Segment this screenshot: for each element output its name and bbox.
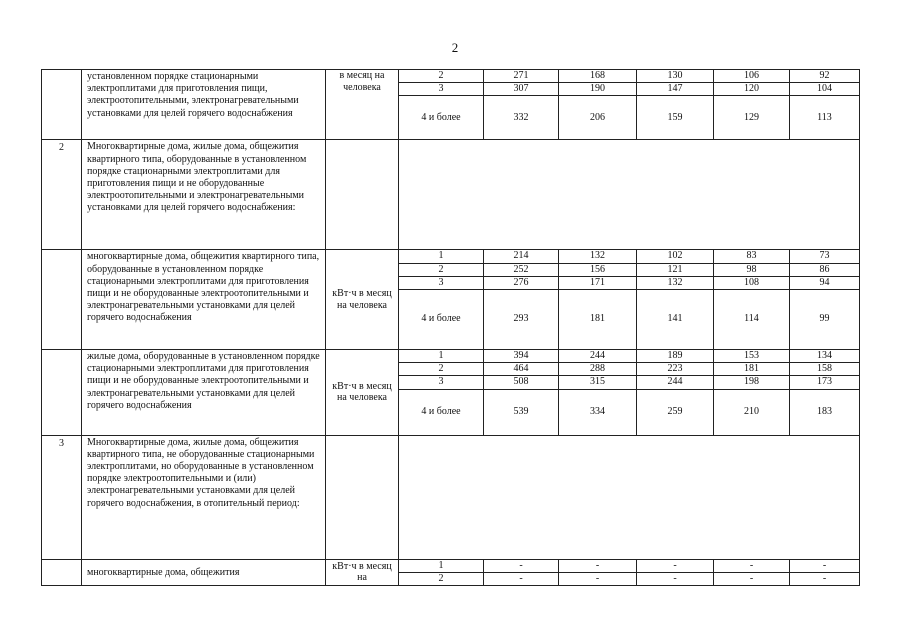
value-cell: 114 <box>714 290 790 350</box>
value-cell: 104 <box>790 83 860 96</box>
value-cell: 102 <box>637 250 714 263</box>
value-cell: 132 <box>637 276 714 289</box>
value-cell: 394 <box>484 350 559 363</box>
persons-cell: 1 <box>399 350 484 363</box>
persons-cell: 1 <box>399 250 484 263</box>
value-cell: 98 <box>714 263 790 276</box>
value-cell: 120 <box>714 83 790 96</box>
page-number: 2 <box>451 40 459 55</box>
value-cell: 92 <box>790 70 860 83</box>
value-cell: 189 <box>637 350 714 363</box>
value-cell: 129 <box>714 96 790 140</box>
value-cell: 132 <box>559 250 637 263</box>
row-number-cell: 3 <box>42 435 82 559</box>
value-cell: 94 <box>790 276 860 289</box>
value-cell: 271 <box>484 70 559 83</box>
unit-cell: кВт·ч в месяц на человека <box>326 250 399 350</box>
table-row <box>42 350 860 363</box>
value-cell: 113 <box>790 96 860 140</box>
value-cell: - <box>484 559 559 572</box>
value-cell: 307 <box>484 83 559 96</box>
table-row <box>42 250 860 263</box>
consumption-norms-table <box>41 69 860 586</box>
value-cell: 198 <box>714 376 790 389</box>
value-cell: 106 <box>714 70 790 83</box>
value-cell: 134 <box>790 350 860 363</box>
value-cell: 158 <box>790 363 860 376</box>
empty-values-cell <box>399 435 860 559</box>
value-cell: 214 <box>484 250 559 263</box>
value-cell: 181 <box>559 290 637 350</box>
persons-cell: 4 и более <box>399 96 484 140</box>
value-cell: - <box>637 559 714 572</box>
value-cell: 108 <box>714 276 790 289</box>
row-number-cell <box>42 350 82 436</box>
value-cell: 293 <box>484 290 559 350</box>
persons-cell: 4 и более <box>399 389 484 435</box>
persons-cell: 3 <box>399 83 484 96</box>
value-cell: 173 <box>790 376 860 389</box>
value-cell: 121 <box>637 263 714 276</box>
value-cell: 206 <box>559 96 637 140</box>
value-cell: - <box>790 572 860 585</box>
value-cell: 181 <box>714 363 790 376</box>
row-description: многоквартирные дома, общежития <box>82 559 326 585</box>
table-row <box>42 559 860 572</box>
value-cell: 276 <box>484 276 559 289</box>
persons-cell: 3 <box>399 276 484 289</box>
unit-cell: в месяц на человека <box>326 70 399 140</box>
row-number-cell <box>42 559 82 585</box>
value-cell: 83 <box>714 250 790 263</box>
row-number-cell: 2 <box>42 140 82 250</box>
persons-cell: 3 <box>399 376 484 389</box>
value-cell: 171 <box>559 276 637 289</box>
value-cell: - <box>790 559 860 572</box>
value-cell: 86 <box>790 263 860 276</box>
value-cell: 99 <box>790 290 860 350</box>
value-cell: 539 <box>484 389 559 435</box>
value-cell: 141 <box>637 290 714 350</box>
value-cell: - <box>714 559 790 572</box>
value-cell: 288 <box>559 363 637 376</box>
value-cell: 168 <box>559 70 637 83</box>
empty-values-cell <box>399 140 860 250</box>
unit-cell <box>326 435 399 559</box>
table-row <box>42 70 860 83</box>
row-description: многоквартирные дома, общежития квартирного типа, оборудованные в установленном порядке стационарными электроплитами для приготовления пищи и не оборудованные электроотопительными и электронагревательными установками для целей горячего водоснабжения <box>82 250 326 350</box>
value-cell: 159 <box>637 96 714 140</box>
value-cell: 153 <box>714 350 790 363</box>
value-cell: 464 <box>484 363 559 376</box>
unit-cell <box>326 140 399 250</box>
unit-cell: кВт·ч в месяц на человека <box>326 350 399 436</box>
value-cell: 332 <box>484 96 559 140</box>
value-cell: - <box>637 572 714 585</box>
value-cell: - <box>484 572 559 585</box>
persons-cell: 2 <box>399 263 484 276</box>
value-cell: 315 <box>559 376 637 389</box>
value-cell: 183 <box>790 389 860 435</box>
value-cell: 508 <box>484 376 559 389</box>
value-cell: 210 <box>714 389 790 435</box>
section-row <box>42 435 860 559</box>
row-description: установленном порядке стационарными электроплитами для приготовления пищи, электроотопительными, электронагревательными установками для целей горячего водоснабжения <box>82 70 326 140</box>
value-cell: 252 <box>484 263 559 276</box>
value-cell: 147 <box>637 83 714 96</box>
value-cell: 73 <box>790 250 860 263</box>
value-cell: 190 <box>559 83 637 96</box>
unit-cell: кВт·ч в месяц на <box>326 559 399 585</box>
value-cell: - <box>714 572 790 585</box>
value-cell: 223 <box>637 363 714 376</box>
value-cell: - <box>559 559 637 572</box>
row-number-cell <box>42 250 82 350</box>
section-description: Многоквартирные дома, жилые дома, общежития квартирного типа, оборудованные в установленном порядке стационарными электроплитами для приготовления пищи и не оборудованные электроотопительными и электронагревательными установками для целей горячего водоснабжения: <box>82 140 326 250</box>
persons-cell: 4 и более <box>399 290 484 350</box>
persons-cell: 1 <box>399 559 484 572</box>
section-description: Многоквартирные дома, жилые дома, общежития квартирного типа, не оборудованные стационарными электроплитами, но оборудованные в установленном порядке электроотопительными и (или) электронагревательными установками для целей горячего водоснабжения, в отопительный период: <box>82 435 326 559</box>
value-cell: 259 <box>637 389 714 435</box>
value-cell: 334 <box>559 389 637 435</box>
persons-cell: 2 <box>399 572 484 585</box>
value-cell: 244 <box>559 350 637 363</box>
value-cell: - <box>559 572 637 585</box>
row-number-cell <box>42 70 82 140</box>
persons-cell: 2 <box>399 363 484 376</box>
value-cell: 244 <box>637 376 714 389</box>
value-cell: 156 <box>559 263 637 276</box>
section-row <box>42 140 860 250</box>
value-cell: 130 <box>637 70 714 83</box>
persons-cell: 2 <box>399 70 484 83</box>
row-description: жилые дома, оборудованные в установленном порядке стационарными электроплитами для приготовления пищи и не оборудованные электроотопительными и электронагревательными установками для целей горячего водоснабжения <box>82 350 326 436</box>
